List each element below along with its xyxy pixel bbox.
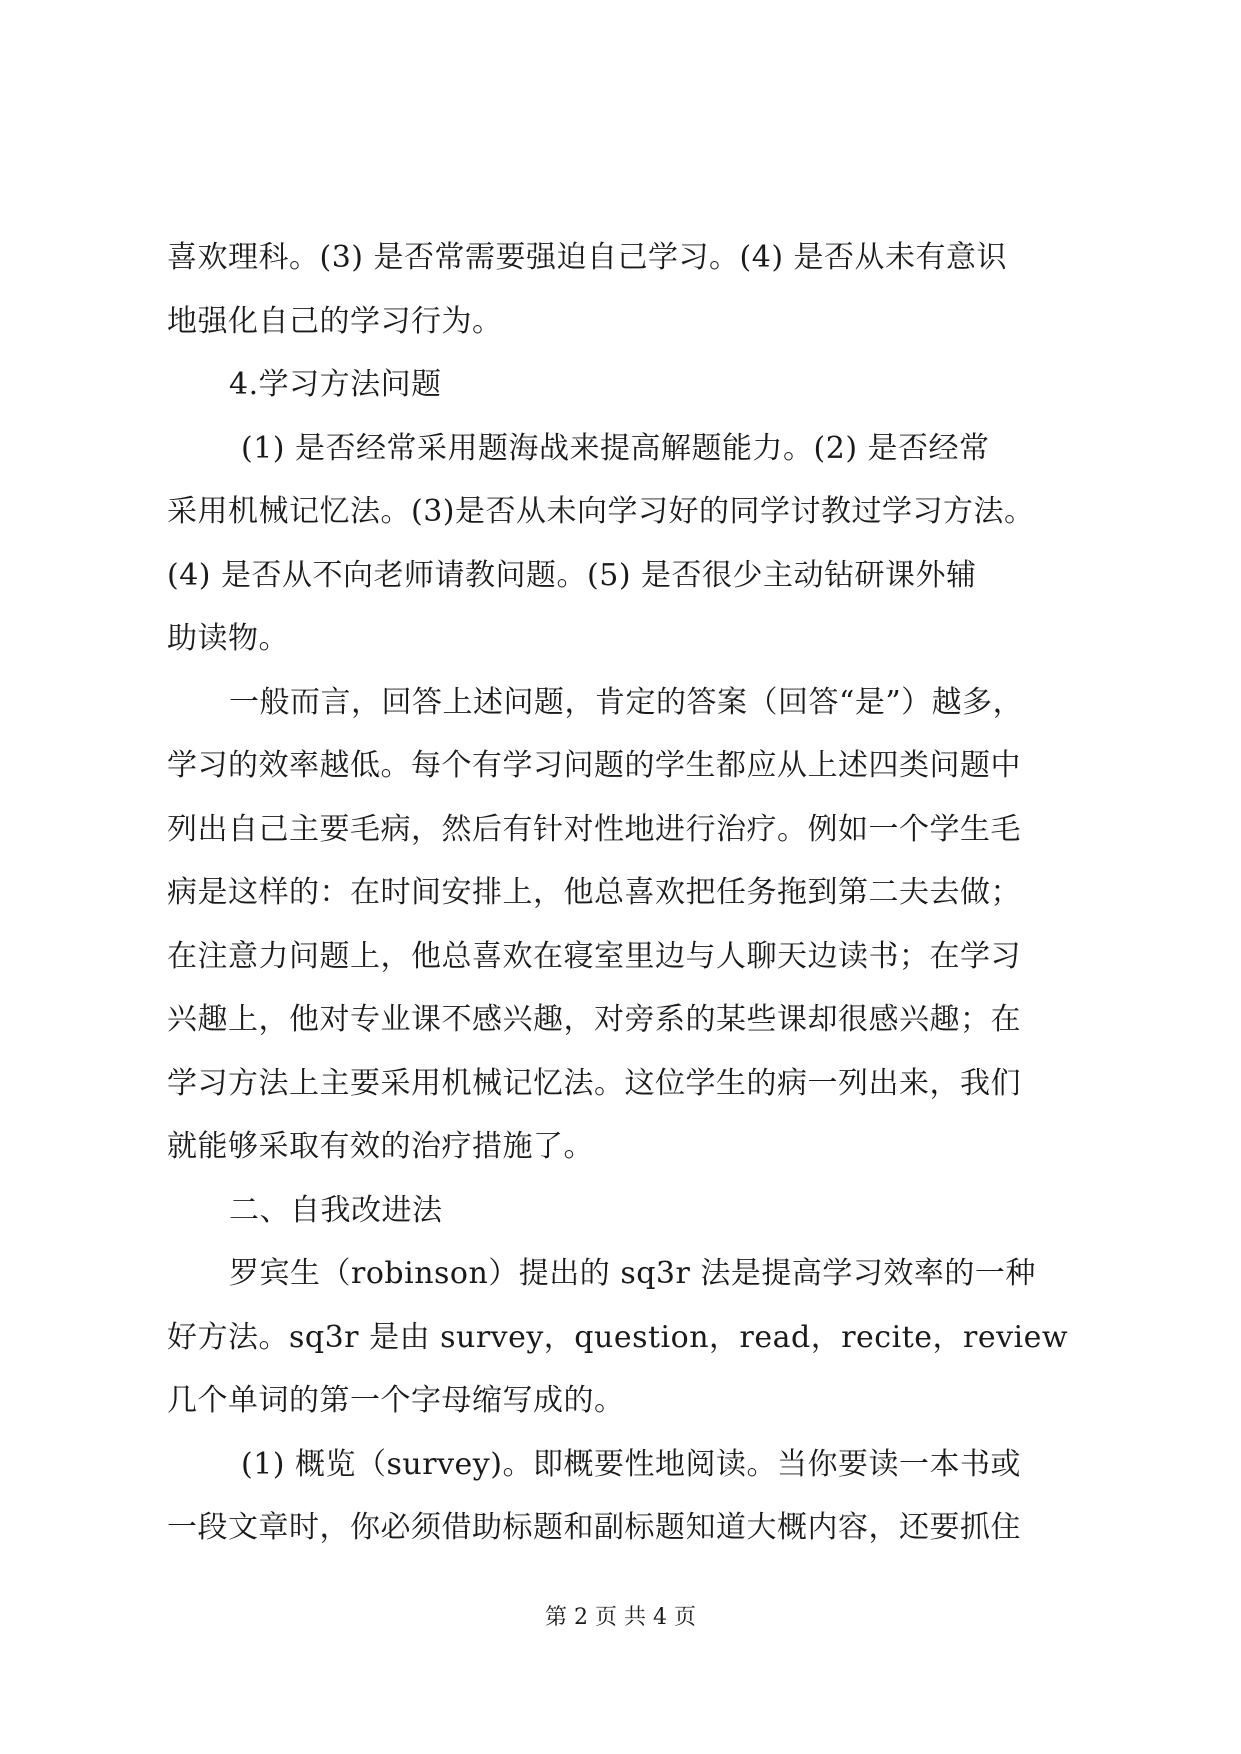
text-line: 就能够采取有效的治疗措施了。 xyxy=(167,1129,594,1164)
text-line: 兴趣上，他对专业课不感兴趣，对旁系的某些课却很感兴趣；在 xyxy=(167,1002,1021,1037)
text-line: 学习方法上主要采用机械记忆法。这位学生的病一列出来，我们 xyxy=(167,1065,1021,1101)
text-line: (4) 是否从不向老师请教问题。(5) 是否很少主动钻研课外辅 xyxy=(167,557,977,593)
text-line: 喜欢理科。(3) 是否常需要强迫自己学习。(4) 是否从未有意识 xyxy=(167,240,1008,275)
text-line: 采用机械记忆法。(3)是否从未向学习好的同学讨教过学习方法。 xyxy=(167,494,1035,529)
text-line: 助读物。 xyxy=(167,621,289,656)
section-heading: 二、自我改进法 xyxy=(229,1192,443,1228)
text-line: 一段文章时，你必须借助标题和副标题知道大概内容，还要抓住 xyxy=(167,1510,1021,1545)
text-line: 一般而言，回答上述问题，肯定的答案（回答“是”）越多， xyxy=(229,684,1024,720)
text-line: (1) 是否经常采用题海战来提高解题能力。(2) 是否经常 xyxy=(241,430,990,466)
text-line: (1) 概览（survey)。即概要性地阅读。当你要读一本书或 xyxy=(241,1446,1021,1482)
text-line: 几个单词的第一个字母缩写成的。 xyxy=(167,1383,625,1418)
body-text xyxy=(167,226,1077,1560)
text-line: 学习的效率越低。每个有学习问题的学生都应从上述四类问题中 xyxy=(167,748,1021,783)
text-line: 好方法。sq3r 是由 survey，question，read，recite，review xyxy=(167,1319,1069,1355)
text-line: 地强化自己的学习行为。 xyxy=(167,303,503,339)
text-line: 病是这样的：在时间安排上，他总喜欢把任务拖到第二夫去做； xyxy=(167,875,1021,910)
text-line: 在注意力问题上，他总喜欢在寝室里边与人聊天边读书；在学习 xyxy=(167,938,1021,974)
section-heading: 4.学习方法问题 xyxy=(229,367,442,402)
text-line: 列出自己主要毛病，然后有针对性地进行治疗。例如一个学生毛 xyxy=(167,811,1021,847)
page-number-footer: 第 2 页 共 4 页 xyxy=(545,1605,696,1630)
text-line: 罗宾生（robinson）提出的 sq3r 法是提高学习效率的一种 xyxy=(229,1256,1036,1291)
